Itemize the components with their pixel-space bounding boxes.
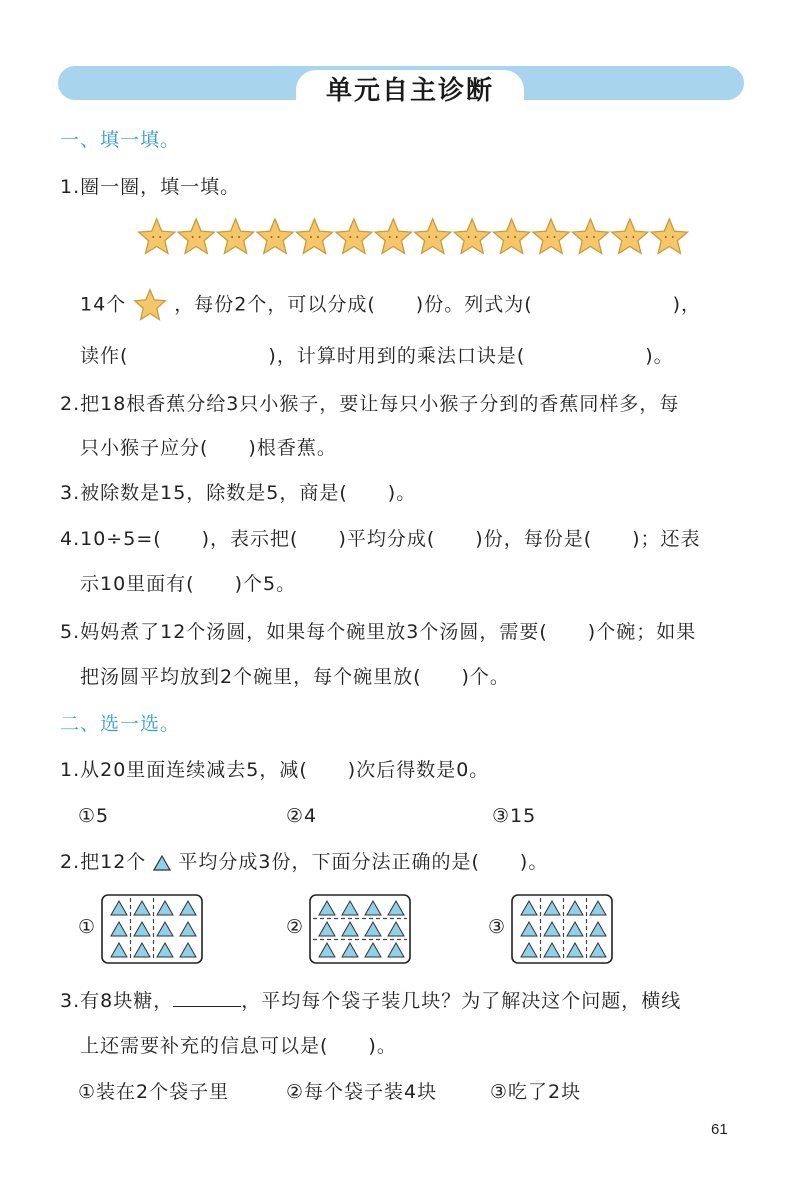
question-5-line2: 把汤圆平均放到2个碗里，每个碗里放( )个。 [80,666,510,688]
question-4-line1: 4.10÷5=( )，表示把( )平均分成( )份，每份是( )；还表 [60,528,701,550]
triangle-icon [319,922,335,936]
triangle-icon [134,901,150,915]
triangle-icon [319,943,335,957]
page-number: 61 [711,1121,728,1138]
triangle-icon [388,943,404,957]
figure-3-label: ③ [488,916,506,938]
triangle-icon [134,922,150,936]
figure-1-label: ① [78,916,96,938]
star-icon [651,219,687,253]
figure-2-label: ② [286,916,304,938]
triangle-icon [111,901,127,915]
question-2-line2: 只小猴子应分( )根香蕉。 [80,437,337,459]
star-icon [296,219,332,253]
question-1-prompt: 1.圈一圈，填一填。 [60,176,241,198]
star-icon [139,219,175,253]
figure-1-triangles [101,894,203,964]
triangle-icon [388,922,404,936]
triangle-icon [180,922,196,936]
triangle-icon [567,922,583,936]
star-icon [454,219,490,253]
star-icon [494,219,530,253]
stars-row [137,216,689,260]
question-1-line2 [80,288,701,322]
triangle-icon [521,943,537,957]
triangle-icon [590,922,606,936]
star-icon [178,219,214,253]
star-icon [375,219,411,253]
triangle-icon [544,943,560,957]
question-4-line2: 示10里面有( )个5。 [80,573,297,595]
triangle-icon [342,901,358,915]
star-icon [612,219,648,253]
figure-2-triangles [309,894,411,964]
triangle-icon [157,901,173,915]
triangle-icon [157,922,173,936]
star-icon [257,219,293,253]
star-icon [533,219,569,253]
triangle-icon [365,943,381,957]
triangle-icon [111,943,127,957]
triangle-icon [521,922,537,936]
section-heading-choose: 二、选一选。 [60,713,181,735]
choice-1-option-1: ①5 [78,805,110,827]
triangle-icon [134,943,150,957]
triangle-icon [544,922,560,936]
choice-2-prompt [60,850,548,874]
question-5-line1: 5.妈妈煮了12个汤圆，如果每个碗里放3个汤圆，需要( )个碗；如果 [60,621,697,643]
choice-3-option-1: ①装在2个袋子里 [78,1081,230,1103]
choice-3-option-3: ③吃了2块 [490,1081,582,1103]
triangle-icon [319,901,335,915]
choice-3-option-2: ②每个袋子装4块 [286,1081,438,1103]
choice-3-prompt-a: 3.有8块糖， [60,990,174,1012]
choice-1-option-3: ③15 [492,805,537,827]
star-icon [336,219,372,253]
star-icon [218,219,254,253]
triangle-icon [342,943,358,957]
triangle-icon [388,901,404,915]
choice-2-prompt-b: 平均分成3份，下面分法正确的是( )。 [178,851,549,873]
triangle-icon [544,901,560,915]
choice-2-prompt-a: 2.把12个 [60,851,147,873]
triangle-icon [590,901,606,915]
triangle-icon [180,901,196,915]
question-3-line1: 3.被除数是15，除数是5，商是( )。 [60,482,417,504]
question-1-count-text: 14个 [80,293,127,316]
triangle-icon [180,943,196,957]
page-title: 单元自主诊断 [296,70,524,110]
triangle-icon [342,922,358,936]
triangle-icon [365,922,381,936]
triangle-icon [521,901,537,915]
figure-3-triangles [511,894,613,964]
section-heading-fill: 一、填一填。 [60,129,181,151]
triangle-icon [590,943,606,957]
star-icon [572,219,608,253]
triangle-icon [153,855,171,871]
choice-1-option-2: ②4 [286,805,318,827]
choice-1-prompt: 1.从20里面连续减去5，减( )次后得数是0。 [60,759,490,781]
choice-3-prompt-b: ，平均每个袋子装几块？为了解决这个问题，横线 [241,990,682,1012]
triangle-icon [567,943,583,957]
choice-3-line2: 上还需要补充的信息可以是( )。 [80,1035,397,1057]
star-icon [415,219,451,253]
question-1-line3: 读作( )，计算时用到的乘法口诀是( )。 [80,345,674,367]
triangle-icon [567,901,583,915]
question-2-line1: 2.把18根香蕉分给3只小猴子，要让每只小猴子分到的香蕉同样多，每 [60,393,680,415]
triangle-icon [157,943,173,957]
question-1-line2-text: ，每份2个，可以分成( )份。列式为( )， [174,293,702,316]
choice-3-line1 [60,988,681,1013]
star-icon [133,288,167,322]
answer-blank-line [173,988,241,1007]
triangle-icon [365,901,381,915]
triangle-icon [111,922,127,936]
